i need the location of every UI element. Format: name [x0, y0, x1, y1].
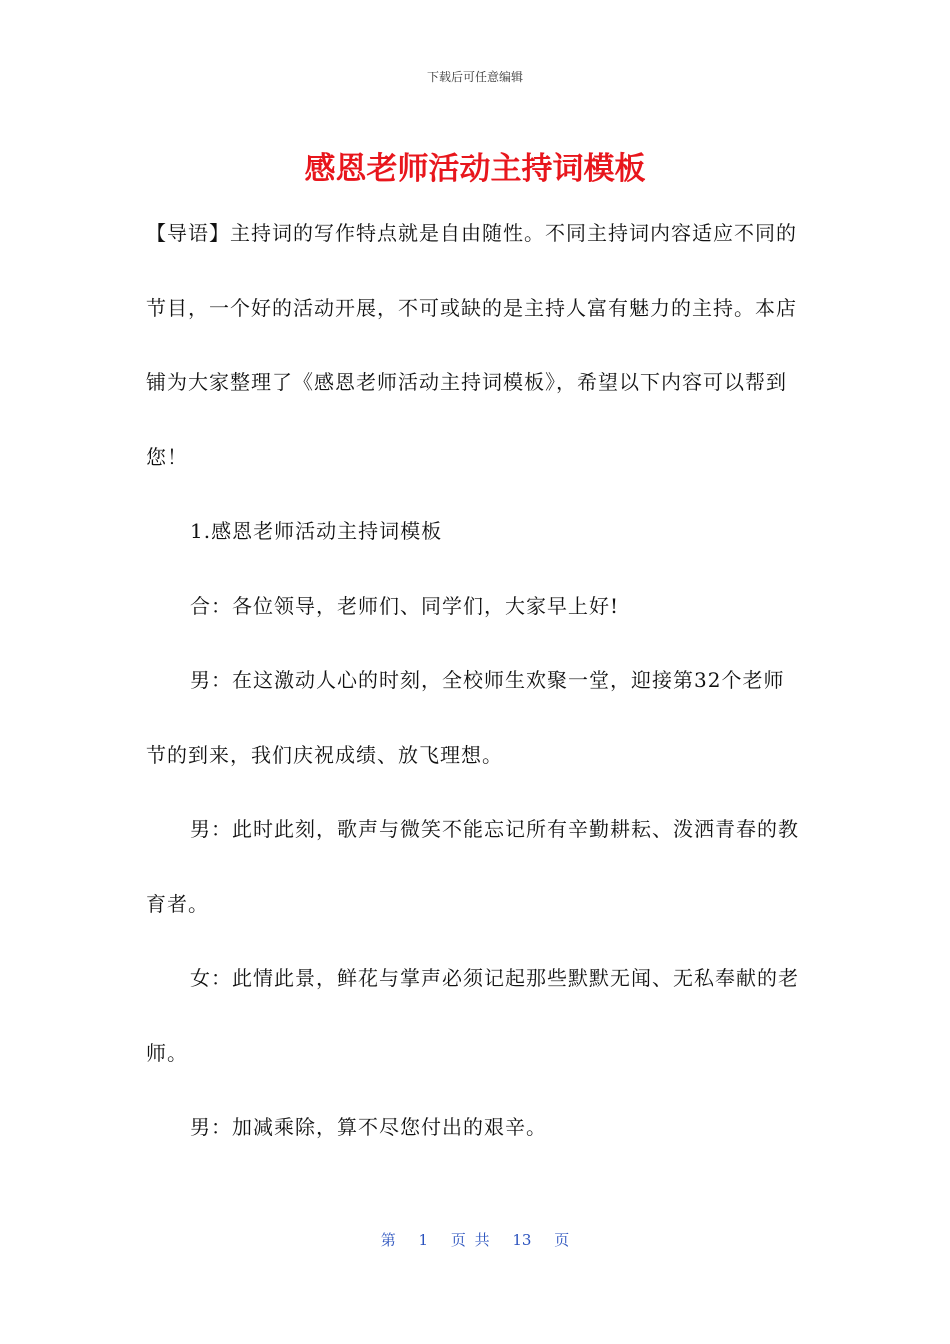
- document-body: [146, 196, 804, 1165]
- footer-middle: 页 共: [450, 1231, 490, 1249]
- footer-prefix: 第: [380, 1231, 396, 1249]
- footer-page-number: 1: [418, 1231, 429, 1249]
- document-title: 感恩老师活动主持词模板: [304, 151, 646, 187]
- intro-paragraph: 【导语】主持词的写作特点就是自由随性。不同主持词内容适应不同的节目，一个好的活动开展，不可或缺的是主持人富有魅力的主持。本店铺为大家整理了《感恩老师活动主持词模板》，希望以下内容可以帮到您！: [146, 221, 797, 469]
- header-note: 下载后可任意编辑: [426, 70, 523, 84]
- script-line: 女：此情此景，鲜花与掌声必须记起那些默默无闻、无私奉献的老师。: [146, 966, 799, 1065]
- script-line: 男：加减乘除，算不尽您付出的艰辛。: [190, 1115, 547, 1139]
- footer-suffix: 页: [554, 1231, 570, 1249]
- script-line: 男：在这激动人心的时刻，全校师生欢聚一堂，迎接第32个老师节的到来，我们庆祝成绩、放飞理想。: [146, 668, 785, 767]
- footer-total-pages: 13: [512, 1231, 532, 1249]
- page-footer: [0, 1229, 950, 1250]
- section-heading: 1.感恩老师活动主持词模板: [190, 519, 443, 543]
- script-line: 男：此时此刻，歌声与微笑不能忘记所有辛勤耕耘、泼洒青春的教育者。: [146, 817, 799, 916]
- script-line: 合：各位领导，老师们、同学们，大家早上好!: [190, 593, 620, 618]
